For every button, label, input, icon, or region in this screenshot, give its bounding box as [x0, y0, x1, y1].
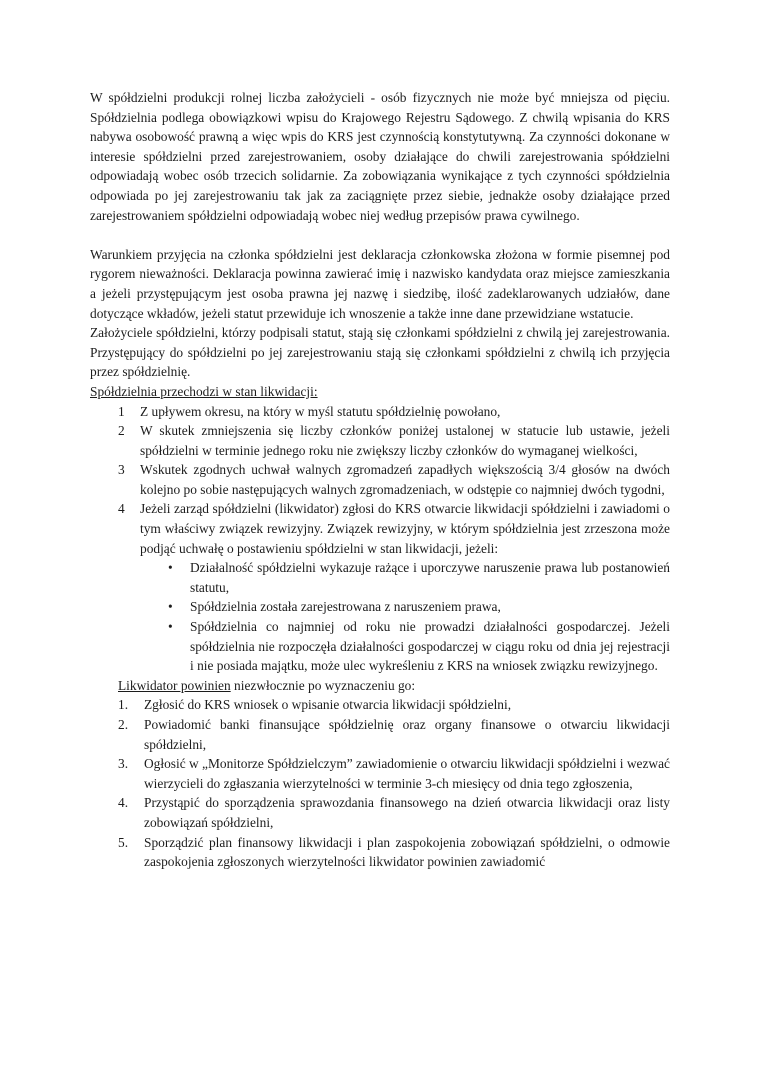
list-item-text: Zgłosić do KRS wniosek o wpisanie otwarcia likwidacji spółdzielni, [144, 697, 512, 713]
paragraph-founders-membership: Założyciele spółdzielni, którzy podpisali statut, stają się członkami spółdzielni z chwilą jej zarejestrowania. Przystępujący do spółdzielni po jej zarejestrowaniu stają się członkami spółdzielni z chwilą ich przyjęcia przez spółdzielnię. [90, 325, 670, 380]
list-item [90, 402, 670, 422]
list-item-text: Powiadomić banki finansujące spółdzielnię oraz organy finansowe o otwarciu likwidacji spółdzielni, [144, 717, 670, 752]
list-item [90, 617, 670, 676]
bullet-icon: • [168, 560, 173, 576]
list-item-number: 3. [118, 756, 129, 772]
list-item-text: Z upływem okresu, na który w myśl statutu spółdzielnię powołano, [140, 403, 501, 419]
list-item [90, 460, 670, 499]
list-item [90, 715, 670, 754]
list-item-number: 2. [118, 717, 129, 732]
list-item-number: 3 [118, 462, 125, 478]
liquidator-heading-rest: niezwłocznie po wyznaczeniu go: [230, 677, 416, 693]
revision-union-bullet-list [90, 558, 670, 676]
liquidation-heading [90, 382, 670, 402]
list-item-text: Przystąpić do sporządzenia sprawozdania finansowego na dzień otwarcia likwidacji oraz listy zobowiązań spółdzielni, [144, 795, 670, 830]
list-item [90, 695, 670, 715]
bullet-icon: • [168, 599, 173, 615]
list-item [90, 558, 670, 597]
list-item [90, 597, 670, 617]
list-item-text: W skutek zmniejszenia się liczby członków poniżej ustalonej w statucie lub ustawie, jeżeli spółdzielni w terminie jednego roku nie zwiększy liczby członków do wymaganej wielkości, [140, 423, 670, 458]
liquidator-heading-underlined: Likwidator powinien [118, 677, 231, 693]
liquidator-duties-list [90, 695, 670, 871]
list-item [90, 421, 670, 460]
bullet-icon: • [168, 619, 173, 635]
list-item [90, 499, 670, 558]
list-item-text: Spółdzielnia została zarejestrowana z naruszeniem prawa, [190, 599, 501, 615]
list-item [90, 833, 670, 872]
liquidator-heading [90, 676, 670, 696]
list-item-number: 4. [118, 795, 129, 811]
list-item-text: Ogłosić w „Monitorze Spółdzielczym” zawiadomienie o otwarciu likwidacji spółdzielni i wezwać wierzycieli do zgłaszania wierzytelności w terminie 3-ch miesięcy od dnia tego zgłoszenia, [144, 756, 670, 791]
list-item-number: 4 [118, 501, 125, 517]
list-item-text: Działalność spółdzielni wykazuje rażące i uporczywe naruszenie prawa lub postanowień statutu, [190, 560, 670, 595]
list-item-number: 1 [118, 403, 125, 419]
paragraph-registration: W spółdzielni produkcji rolnej liczba założycieli - osób fizycznych nie może być mniejsza od pięciu. Spółdzielnia podlega obowiązkowi wpisu do Krajowego Rejestru Sądowego. Z chwilą wpisania do KRS nabywa osobowość prawną a więc wpis do KRS jest czynnością konstytutywną. Za czynności dokonane w interesie spółdzielni przed zarejestrowaniem, osoby działające do chwili zarejestrowania spółdzielni odpowiadają wobec osób trzecich solidarnie. Za zobowiązania wynikające z tych czynności spółdzielnia odpowiada po jej zarejestrowaniu tak jak za zaciągnięte przez siebie, jednakże osoby działające przed zarejestrowaniem spółdzielni odpowiadają wobec niej według przepisów prawa cywilnego. [90, 90, 670, 223]
list-item-text: Jeżeli zarząd spółdzielni (likwidator) zgłosi do KRS otwarcie likwidacji spółdzielni i zawiadomi o tym właściwy związek rewizyjny. Związek rewizyjny, w którym spółdzielnia jest zrzeszona może podjąć uchwałę o postawieniu spółdzielni w stan likwidacji, jeżeli: [140, 501, 670, 556]
liquidation-conditions-list [90, 402, 670, 559]
list-item-number: 5. [118, 834, 129, 850]
list-item [90, 793, 670, 832]
liquidation-heading-text: Spółdzielnia przechodzi w stan likwidacji: [90, 383, 318, 399]
list-item [90, 754, 670, 793]
list-item-text: Wskutek zgodnych uchwał walnych zgromadzeń zapadłych większością 3/4 głosów na dwóch kolejno po sobie następujących walnych zgromadzeniach, w odstępie co najmniej dwóch tygodni, [140, 462, 670, 497]
list-item-text: Sporządzić plan finansowy likwidacji i plan zaspokojenia zobowiązań spółdzielni, o odmowie zaspokojenia zgłoszonych wierzytelności likwidator powinien zawiadomić [144, 834, 670, 870]
list-item-number: 2 [118, 423, 125, 439]
paragraph-membership-declaration: Warunkiem przyjęcia na członka spółdzielni jest deklaracja członkowska złożona w formie pisemnej pod rygorem nieważności. Deklaracja powinna zawierać imię i nazwisko kandydata oraz miejsce zamieszkania a jeżeli przystępującym jest osoba prawna jej nazwę i siedzibę, ilość zadeklarowanych udziałów, dane dotyczące wkładów, jeżeli statut przewiduje ich wnoszenie a także inne dane przewidziane wstatucie. [90, 246, 670, 321]
list-item-number: 1. [118, 697, 129, 713]
list-item-text: Spółdzielnia co najmniej od roku nie prowadzi działalności gospodarczej. Jeżeli spółdzielnia nie rozpoczęła działalności gospodarczej w ciągu roku od dnia jej rejestracji i nie posiada majątku, może ulec wykreśleniu z KRS na wniosek związku rewizyjnego. [190, 619, 670, 674]
